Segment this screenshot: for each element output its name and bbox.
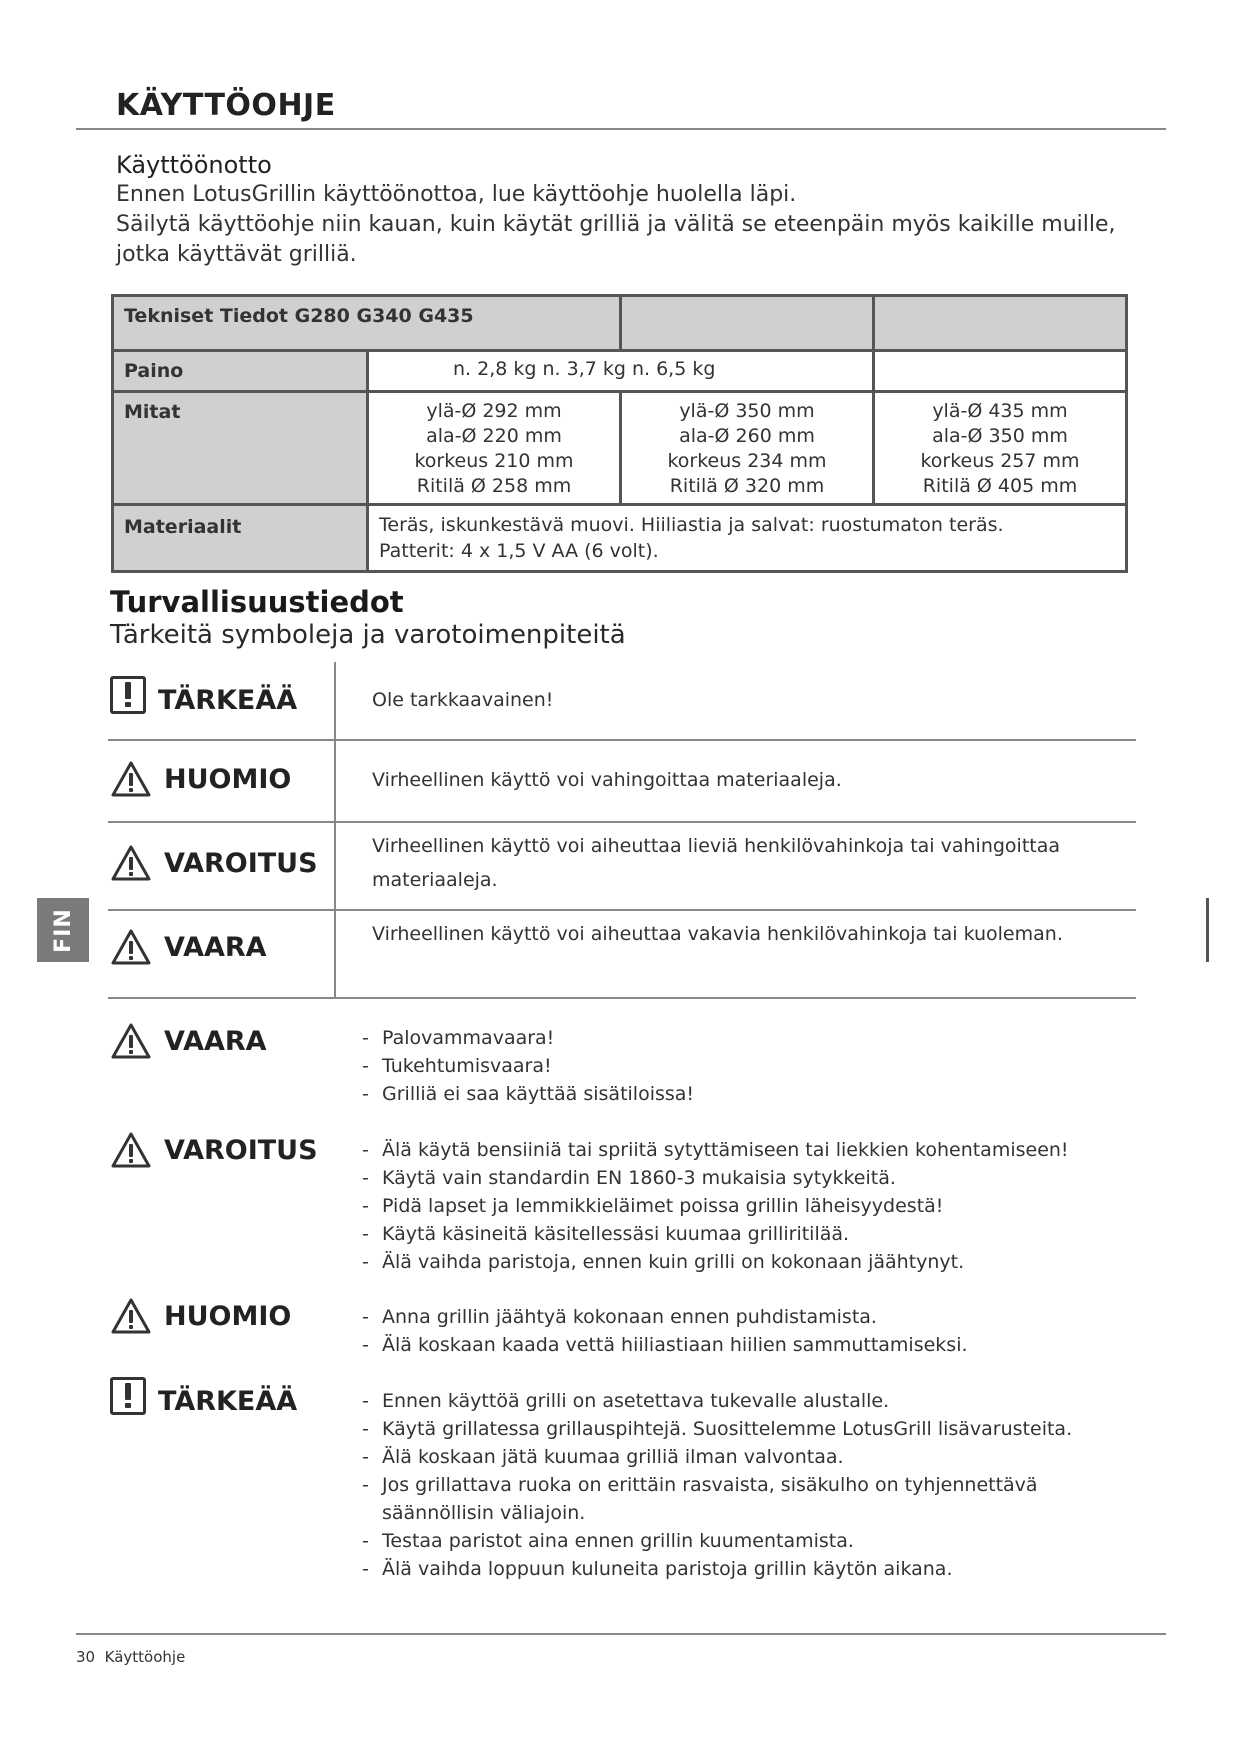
exclamation-box-icon <box>110 1377 146 1415</box>
page-footer <box>76 1648 185 1666</box>
symbol-row-divider <box>108 909 1136 911</box>
list-item: - Älä vaihda paristoja, ennen kuin grilli on kokonaan jäähtynyt. <box>362 1248 1142 1276</box>
tech-table-header: Tekniset Tiedot G280 G340 G435 <box>113 296 621 351</box>
warning-triangle-icon <box>110 760 152 798</box>
weight-value: n. 2,8 kg n. 3,7 kg n. 6,5 kg <box>368 351 874 392</box>
dim-value: korkeus 257 mm <box>920 450 1080 472</box>
dim-value: ala-Ø 260 mm <box>679 425 815 447</box>
list-item: - Käytä käsineitä käsitellessäsi kuumaa grilliritilää. <box>362 1220 1142 1248</box>
list-label: VAARA <box>164 1025 267 1057</box>
symbol-table-divider <box>334 662 336 997</box>
footer-label: Käyttöohje <box>104 1648 186 1666</box>
notice-list-label <box>110 1297 291 1335</box>
dim-value: korkeus 234 mm <box>667 450 827 472</box>
symbol-row-divider <box>108 739 1136 741</box>
list-item: - Anna grillin jäähtyä kokonaan ennen puhdistamista. <box>362 1303 1142 1331</box>
warning-list-label <box>110 1131 318 1169</box>
materials-line-2: Patterit: 4 x 1,5 V AA (6 volt). <box>379 540 659 562</box>
footer-divider <box>76 1633 1166 1635</box>
materials-value <box>368 505 1127 572</box>
symbol-description: Virheellinen käyttö voi aiheuttaa vakavia henkilövahinkoja tai kuoleman. <box>372 923 1063 945</box>
dim-value: Ritilä Ø 405 mm <box>922 475 1078 497</box>
list-item: - Pidä lapset ja lemmikkieläimet poissa grillin läheisyydestä! <box>362 1192 1142 1220</box>
important-list-label <box>110 1374 297 1417</box>
page-edge-marker <box>1206 898 1209 962</box>
dim-value: ala-Ø 220 mm <box>426 425 562 447</box>
dim-value: ylä-Ø 350 mm <box>679 400 815 422</box>
symbol-row-divider <box>108 821 1136 823</box>
list-item: - Tukehtumisvaara! <box>362 1052 1142 1080</box>
warning-triangle-icon <box>110 928 152 966</box>
safety-subtitle: Tärkeitä symboleja ja varotoimenpiteitä <box>110 620 626 650</box>
danger-list <box>362 1024 1142 1108</box>
list-item: - Testaa paristot aina ennen grillin kuumentamista. <box>362 1527 1142 1555</box>
warning-triangle-icon <box>110 844 152 882</box>
dimensions-g435 <box>873 392 1126 505</box>
tech-header-empty-1 <box>621 296 874 351</box>
materials-label: Materiaalit <box>113 505 368 572</box>
symbol-label: HUOMIO <box>164 763 292 795</box>
tech-header-empty-2 <box>873 296 1126 351</box>
intro-section <box>116 150 1126 270</box>
warning-list <box>362 1136 1142 1276</box>
weight-empty <box>873 351 1126 392</box>
intro-heading: Käyttöönotto <box>116 151 272 179</box>
tech-specs-table <box>111 294 1128 573</box>
list-label: HUOMIO <box>164 1300 292 1332</box>
dimensions-g280 <box>368 392 621 505</box>
dimensions-g340 <box>621 392 874 505</box>
important-list <box>362 1387 1142 1583</box>
language-tab <box>37 898 89 962</box>
page-number: 30 <box>76 1648 96 1666</box>
list-label: TÄRKEÄÄ <box>158 1386 298 1417</box>
list-item: - Älä koskaan jätä kuumaa grilliä ilman valvontaa. <box>362 1443 1142 1471</box>
symbol-label: VAARA <box>164 931 267 963</box>
dim-value: Ritilä Ø 320 mm <box>669 475 825 497</box>
dim-value: ala-Ø 350 mm <box>932 425 1068 447</box>
symbol-label: TÄRKEÄÄ <box>158 685 298 716</box>
symbol-description: Virheellinen käyttö voi aiheuttaa lieviä henkilövahinkoja tai vahingoittaa materiaaleja. <box>372 835 1061 891</box>
list-item: - Käytä vain standardin EN 1860-3 mukaisia sytykkeitä. <box>362 1164 1142 1192</box>
symbol-row-important <box>110 673 297 716</box>
symbol-row-danger <box>110 928 267 966</box>
symbol-row-notice <box>110 760 291 798</box>
list-item: - Jos grillattava ruoka on erittäin rasvaista, sisäkulho on tyhjennettävä säännöllisin väliajoin. <box>362 1471 1142 1527</box>
materials-line-1: Teräs, iskunkestävä muovi. Hiiliastia ja salvat: ruostumaton teräs. <box>379 514 1004 536</box>
title-divider <box>76 128 1166 130</box>
dim-value: korkeus 210 mm <box>414 450 574 472</box>
list-item: - Ennen käyttöä grilli on asetettava tukevalle alustalle. <box>362 1387 1142 1415</box>
list-item: - Älä käytä bensiiniä tai spriitä sytyttämiseen tai liekkien kohentamiseen! <box>362 1136 1142 1164</box>
symbol-label: VAROITUS <box>164 847 318 879</box>
intro-line-1: Ennen LotusGrillin käyttöönottoa, lue käyttöohje huolella läpi. <box>116 182 797 207</box>
danger-list-label <box>110 1022 267 1060</box>
dimensions-label: Mitat <box>113 392 368 505</box>
symbol-description: Ole tarkkaavainen! <box>372 689 554 711</box>
symbol-row-divider <box>108 997 1136 999</box>
warning-triangle-icon <box>110 1131 152 1169</box>
dim-value: ylä-Ø 292 mm <box>426 400 562 422</box>
safety-title: Turvallisuustiedot <box>110 585 404 619</box>
language-tab-label: FIN <box>50 907 76 953</box>
exclamation-box-icon <box>110 676 146 714</box>
weight-label: Paino <box>113 351 368 392</box>
list-item: - Älä vaihda loppuun kuluneita paristoja grillin käytön aikana. <box>362 1555 1142 1583</box>
intro-line-2: Säilytä käyttöohje niin kauan, kuin käytät grilliä ja välitä se eteenpäin myös kaikille muille, jotka käyttävät grilliä. <box>116 212 1116 267</box>
dim-value: ylä-Ø 435 mm <box>932 400 1068 422</box>
list-item: - Käytä grillatessa grillauspihtejä. Suosittelemme LotusGrill lisävarusteita. <box>362 1415 1142 1443</box>
warning-triangle-icon <box>110 1297 152 1335</box>
list-item: - Palovammavaara! <box>362 1024 1142 1052</box>
symbol-description: Virheellinen käyttö voi vahingoittaa materiaaleja. <box>372 769 842 791</box>
list-item: - Grilliä ei saa käyttää sisätiloissa! <box>362 1080 1142 1108</box>
list-label: VAROITUS <box>164 1134 318 1166</box>
dim-value: Ritilä Ø 258 mm <box>416 475 572 497</box>
list-item: - Älä koskaan kaada vettä hiiliastiaan hiilien sammuttamiseksi. <box>362 1331 1142 1359</box>
notice-list <box>362 1303 1142 1359</box>
page-title: KÄYTTÖOHJE <box>116 88 336 123</box>
symbol-row-warning <box>110 844 318 882</box>
warning-triangle-icon <box>110 1022 152 1060</box>
